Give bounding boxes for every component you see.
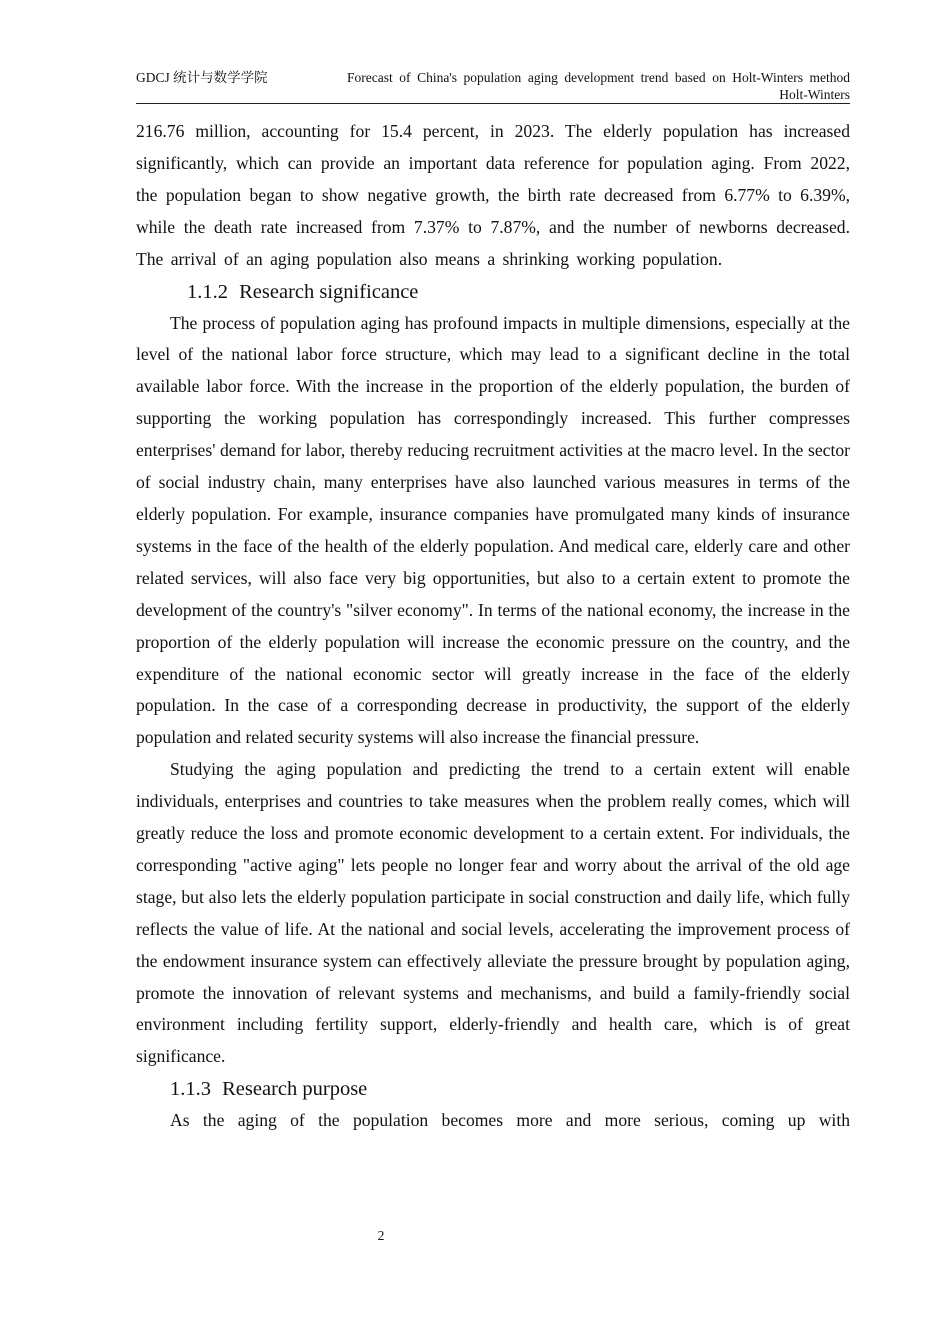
paragraph-significance-1: The process of population aging has profound impacts in multiple dimensions, especially at the level of the national labor force structure, which may lead to a significant decline in the total available labor force. With the increase in the proportion of the elderly population, the burden of supporting the working population has correspondingly increased. This further compresses enterprises' demand for labor, thereby reducing recruitment activities at the macro level. In the sector of social industry chain, many enterprises have also launched various measures in terms of the elderly population. For example, insurance companies have promulgated many kinds of insurance systems in the face of the health of the elderly population. And medical care, elderly care and other related services, will also face very big opportunities, but also to a certain extent to promote the development of the country's "silver economy". In terms of the national economy, the increase in the proportion of the elderly population will increase the economic pressure on the country, and the expenditure of the national economic sector will greatly increase in the face of the elderly population. In the case of a corresponding decrease in productivity, the support of the elderly population and related security systems will also increase the financial pressure.	[136, 312, 850, 748]
page-number: 2	[377, 1228, 385, 1243]
page-body	[136, 116, 850, 1137]
page-header	[136, 66, 850, 104]
section-number: 1.1.2	[187, 280, 228, 303]
paragraph-significance-2: Studying the aging population and predicting the trend to a certain extent will enable individuals, enterprises and countries to take measures when the problem really comes, which will greatly reduce the loss and promote economic development to a certain extent. For individuals, the corresponding "active aging" lets people no longer fear and worry about the arrival of the old age stage, but also lets the elderly population participate in social construction and daily life, which fully reflects the value of life. At the national and social levels, accelerating the improvement process of the endowment insurance system can effectively alleviate the pressure brought by population aging, promote the innovation of relevant systems and mechanisms, and build a family-friendly social environment including fertility support, elderly-friendly and health care, which is of great significance.	[136, 759, 850, 1067]
section-title: Research significance	[239, 280, 419, 303]
section-title: Research purpose	[222, 1078, 368, 1101]
header-institution: GDCJ 统计与数学学院	[136, 70, 268, 85]
section-heading-1-1-2	[136, 276, 850, 308]
paragraph-intro: 216.76 million, accounting for 15.4 percent, in 2023. The elderly population has increased significantly, which can provide an important data reference for population aging. From 2022, the population began to show negative growth, the birth rate decreased from 6.77% to 6.39%, while the death rate increased from 7.37% to 7.87%, and the number of newborns decreased. The arrival of an aging population also means a shrinking working population.	[136, 121, 850, 269]
paragraph-purpose: As the aging of the population becomes more and more serious, coming up with	[170, 1110, 850, 1131]
header-title: Forecast of China's population aging development trend based on Holt-Winters method Holt-Winters	[347, 70, 850, 102]
section-number: 1.1.3	[170, 1078, 211, 1101]
section-heading-1-1-3	[136, 1073, 850, 1105]
